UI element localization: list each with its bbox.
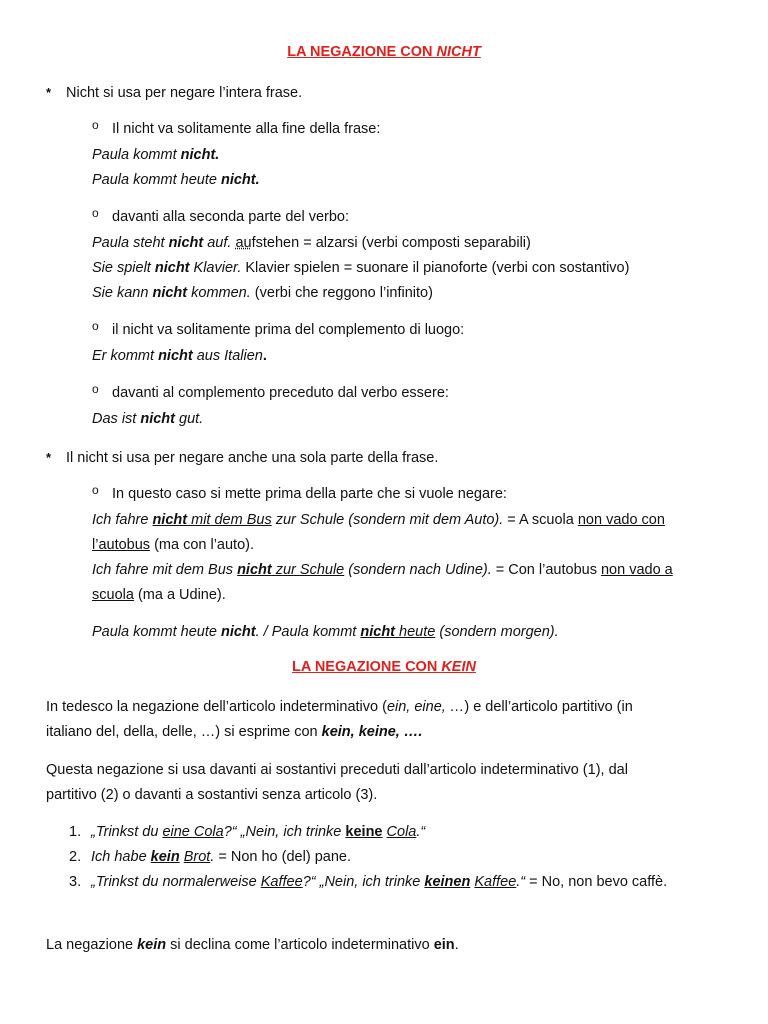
intro-line: * Nicht si usa per negare l’intera frase.: [46, 80, 302, 106]
rule-line: o il nicht va solitamente prima del complemento di luogo:: [92, 318, 464, 343]
rule-line: o davanti alla seconda parte del verbo:: [92, 205, 349, 230]
example-line: Paula kommt heute nicht. / Paula kommt nicht heute (sondern morgen).: [92, 624, 559, 640]
list-item: 3. „Trinkst du normalerweise Kaffee?“ „Nein, ich trinke keinen Kaffee.“ = No, non bevo caffè.: [69, 874, 668, 890]
example-line: Paula steht nicht auf. aufstehen = alzarsi (verbi composti separabili): [92, 235, 531, 251]
section-title-nicht: LA NEGAZIONE CON NICHT: [287, 44, 481, 60]
list-item: 2. Ich habe kein Brot. = Non ho (del) pane.: [69, 849, 351, 865]
asterisk-bullet-icon: *: [46, 450, 52, 465]
example-line: scuola (ma a Udine).: [92, 587, 226, 603]
example-line: Er kommt nicht aus Italien.: [92, 348, 267, 364]
circle-bullet-icon: o: [92, 382, 99, 396]
paragraph-line: Questa negazione si usa davanti ai sostantivi preceduti dall’articolo indeterminativo (1), dal: [46, 762, 628, 778]
rule-line: o Il nicht va solitamente alla fine della frase:: [92, 117, 380, 142]
example-line: Paula kommt heute nicht.: [92, 172, 260, 188]
example-line: Paula kommt nicht.: [92, 147, 220, 163]
example-line: Ich fahre mit dem Bus nicht zur Schule (sondern nach Udine). = Con l’autobus non vado a: [92, 562, 673, 578]
paragraph-line: partitivo (2) o davanti a sostantivi senza articolo (3).: [46, 787, 378, 803]
circle-bullet-icon: o: [92, 206, 99, 220]
rule-line: o In questo caso si mette prima della parte che si vuole negare:: [92, 482, 507, 507]
rule-line: o davanti al complemento preceduto dal verbo essere:: [92, 381, 449, 406]
paragraph-line: La negazione kein si declina come l’articolo indeterminativo ein.: [46, 937, 459, 953]
circle-bullet-icon: o: [92, 319, 99, 333]
example-line: Ich fahre nicht mit dem Bus zur Schule (sondern mit dem Auto). = A scuola non vado con: [92, 512, 665, 528]
circle-bullet-icon: o: [92, 118, 99, 132]
example-line: Sie spielt nicht Klavier. Klavier spielen = suonare il pianoforte (verbi con sostantivo): [92, 260, 630, 276]
example-line: Das ist nicht gut.: [92, 411, 204, 427]
example-line: Sie kann nicht kommen. (verbi che reggono l’infinito): [92, 285, 433, 301]
list-item: 1. „Trinkst du eine Cola?“ „Nein, ich trinke keine Cola.“: [69, 824, 426, 840]
paragraph-line: In tedesco la negazione dell’articolo indeterminativo (ein, eine, …) e dell’articolo partitivo (in: [46, 699, 633, 715]
example-line: l’autobus (ma con l’auto).: [92, 537, 255, 553]
asterisk-bullet-icon: *: [46, 85, 52, 100]
intro-line: * Il nicht si usa per negare anche una sola parte della frase.: [46, 445, 438, 471]
section-title-kein: LA NEGAZIONE CON KEIN: [292, 659, 476, 675]
circle-bullet-icon: o: [92, 483, 99, 497]
paragraph-line: italiano del, della, delle, …) si esprime con kein, keine, ….: [46, 724, 423, 740]
